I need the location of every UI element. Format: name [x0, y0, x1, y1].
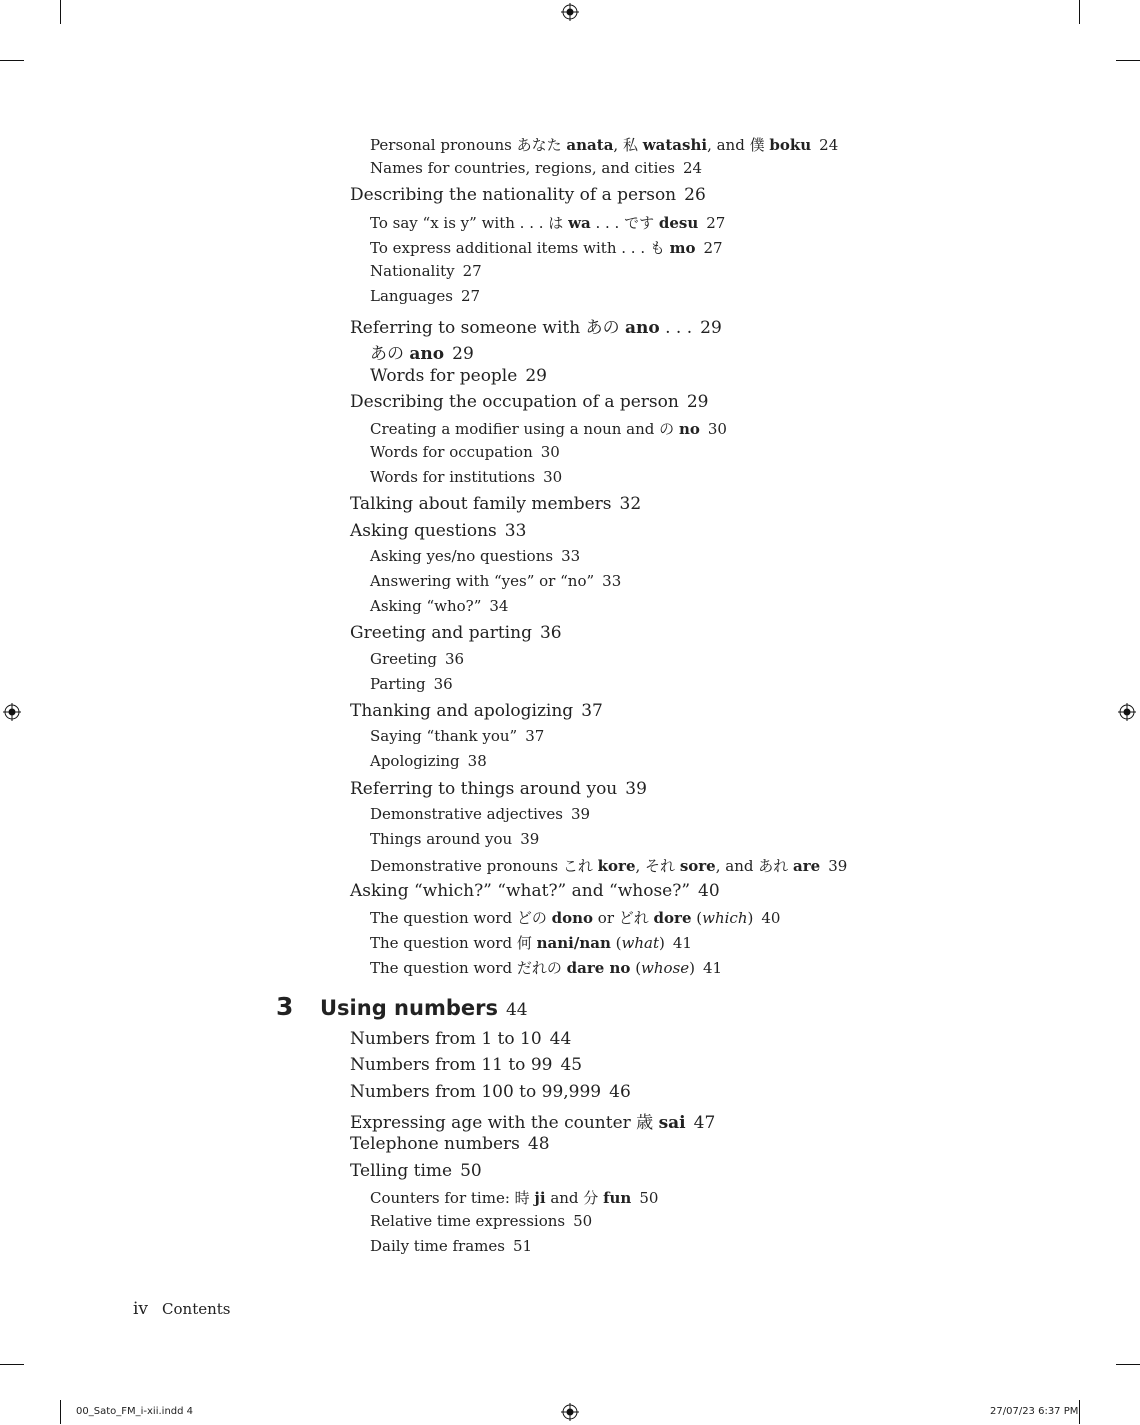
toc-entry-text: dore	[653, 909, 692, 928]
chapter-page: 44	[505, 1000, 528, 1020]
toc-entry-text: Asking questions	[350, 520, 497, 541]
toc-entry	[370, 957, 722, 978]
toc-entry-page: 50	[573, 1211, 593, 1230]
toc-entry-text: ano	[409, 344, 445, 365]
page-footer	[133, 1299, 231, 1319]
toc-entry-page: 24	[819, 136, 839, 154]
slug-filename: 00_Sato_FM_i-xii.indd 4	[76, 1406, 194, 1417]
toc-entry	[370, 418, 727, 439]
toc-entry-text: Relative time expressions	[370, 1211, 566, 1230]
crop-mark	[0, 60, 24, 61]
folio: iv	[133, 1299, 149, 1319]
toc-entry	[370, 366, 547, 386]
toc-entry-text: Names for countries, regions, and cities	[370, 159, 675, 177]
toc-entry-page: 29	[686, 391, 709, 412]
toc-entry-page: 33	[602, 572, 622, 590]
toc-entry	[370, 547, 580, 565]
toc-entry-page: 27	[460, 286, 481, 305]
toc-entry	[350, 881, 720, 901]
toc-entry-page: 39	[570, 804, 591, 823]
toc-entry-page: 30	[543, 468, 563, 487]
crop-mark	[1079, 0, 1080, 24]
toc-entry	[370, 1237, 532, 1255]
toc-entry-title	[350, 1055, 552, 1075]
toc-entry-title	[370, 934, 665, 952]
toc-entry-text: Daily time frames	[370, 1236, 505, 1255]
toc-entry	[370, 650, 464, 668]
toc-entry-text: Referring to someone with あの	[350, 317, 625, 338]
registration-mark-icon	[1118, 703, 1136, 721]
toc-entry-text: or どれ	[593, 909, 654, 928]
toc-entry-text: (	[630, 959, 642, 978]
toc-entry-page: 32	[619, 494, 642, 515]
slug-timestamp: 27/07/23 6:37 PM	[990, 1406, 1079, 1417]
toc-entry-text: Words for people	[370, 365, 518, 386]
toc-entry	[370, 597, 508, 615]
toc-entry	[350, 185, 706, 205]
toc-entry-text: which	[702, 909, 748, 928]
toc-entry-page: 27	[706, 213, 726, 232]
toc-entry	[370, 727, 544, 745]
toc-entry-text: desu	[658, 213, 699, 232]
toc-entry-text: The question word 何	[370, 934, 537, 953]
toc-entry-text: ji	[534, 1188, 546, 1207]
toc-entry	[350, 494, 641, 514]
toc-entry-title	[370, 727, 517, 745]
toc-entry-text: sore	[679, 856, 716, 875]
crop-mark	[1116, 60, 1140, 61]
toc-entry-title	[370, 572, 594, 590]
toc-entry-page: 36	[433, 674, 453, 693]
toc-entry-page: 30	[540, 443, 560, 462]
toc-entry-text: Talking about family members	[350, 494, 612, 515]
toc-entry-page: 34	[489, 597, 509, 615]
toc-entry	[350, 392, 708, 412]
toc-entry-text: Asking “which?” “what?” and “whose?”	[350, 881, 691, 902]
toc-entry	[350, 1082, 631, 1102]
toc-entry-text: Personal pronouns あなた	[370, 136, 567, 154]
toc-entry-text: watashi	[642, 136, 708, 154]
toc-entry-text: Greeting	[370, 649, 437, 668]
toc-entry-title	[350, 494, 612, 514]
toc-entry-title	[370, 420, 700, 438]
toc-entry-text: )	[689, 959, 696, 978]
toc-entry	[370, 752, 487, 770]
toc-entry	[350, 779, 647, 799]
toc-entry-text: what	[621, 934, 659, 953]
toc-entry-title	[370, 239, 696, 257]
toc-entry-title	[370, 344, 444, 364]
toc-entry-title	[370, 547, 553, 565]
toc-entry-title	[350, 318, 692, 338]
toc-entry-title	[370, 1189, 631, 1207]
toc-entry-text: , それ	[635, 856, 680, 875]
toc-entry	[370, 468, 562, 486]
toc-entry-text: . . .	[659, 317, 693, 338]
toc-entry-text: Expressing age with the counter 歳	[350, 1112, 659, 1133]
toc-entry	[370, 287, 480, 305]
running-footer: Contents	[162, 1300, 231, 1318]
toc-entry	[350, 1029, 571, 1049]
toc-entry-title	[370, 805, 563, 823]
toc-entry-page: 38	[467, 752, 487, 771]
toc-entry-text: Apologizing	[370, 752, 460, 771]
crop-mark	[60, 0, 61, 24]
crop-mark	[60, 1400, 61, 1424]
registration-mark-icon	[561, 1403, 579, 1421]
registration-mark-icon	[561, 3, 579, 21]
toc-entry-page: 27	[703, 238, 723, 257]
toc-entry-page: 24	[682, 159, 703, 177]
toc-entry-page: 33	[561, 547, 581, 565]
toc-entry	[370, 159, 702, 177]
toc-entry	[370, 830, 539, 848]
toc-entry	[350, 313, 722, 338]
toc-entry-page: 46	[609, 1081, 631, 1102]
toc-entry-text: Things around you	[370, 829, 513, 848]
toc-entry-title	[370, 262, 455, 280]
toc-entry-title	[370, 1212, 565, 1230]
toc-entry-page: 27	[462, 261, 482, 280]
toc-entry-page: 39	[520, 829, 540, 848]
chapter-heading	[276, 992, 528, 1021]
toc-entry	[350, 1134, 550, 1154]
toc-entry-text: Asking yes/no questions	[370, 547, 554, 565]
toc-entry-text: To say “x is y” with . . . は	[370, 213, 569, 232]
toc-entry-text: Thanking and apologizing	[350, 700, 574, 721]
toc-entry-text: Telephone numbers	[350, 1134, 520, 1155]
toc-entry-title	[350, 1134, 520, 1154]
toc-entry-text: , and あれ	[715, 856, 794, 875]
toc-entry-page: 26	[684, 185, 706, 206]
toc-entry	[350, 1108, 715, 1133]
toc-entry-page: 50	[460, 1160, 482, 1181]
registration-mark-icon	[3, 703, 21, 721]
toc-entry-text: Demonstrative pronouns これ	[370, 856, 598, 875]
toc-entry-title	[350, 623, 532, 643]
toc-entry-title	[350, 1161, 452, 1181]
toc-entry-text: mo	[669, 238, 696, 257]
toc-entry-text: Numbers from 11 to 99	[350, 1055, 553, 1076]
toc-entry-page: 29	[700, 317, 722, 338]
toc-entry-text: ano	[624, 317, 660, 338]
toc-entry-text: あの	[370, 344, 410, 365]
toc-entry-title	[370, 136, 811, 154]
toc-entry-text: are	[793, 856, 821, 875]
toc-entry-title	[370, 675, 426, 693]
toc-entry-page: 40	[698, 881, 720, 902]
toc-entry-text: Describing the occupation of a person	[350, 391, 679, 412]
toc-entry-text: Telling time	[350, 1160, 453, 1181]
toc-entry	[370, 339, 474, 364]
toc-entry-text: Describing the nationality of a person	[350, 185, 677, 206]
toc-entry-page: 39	[625, 778, 647, 799]
toc-entry-title	[370, 752, 460, 770]
toc-entry	[370, 262, 482, 280]
toc-entry-text: kore	[597, 856, 636, 875]
toc-entry-page: 39	[828, 856, 848, 875]
toc-entry-page: 29	[452, 344, 474, 365]
toc-entry-text: Asking “who?”	[370, 597, 482, 615]
toc-entry	[350, 521, 526, 541]
toc-entry-title	[370, 650, 437, 668]
toc-entry-text: Counters for time: 時	[370, 1188, 535, 1207]
toc-entry-title	[350, 521, 497, 541]
toc-entry	[350, 1055, 582, 1075]
toc-entry-page: 47	[693, 1112, 716, 1133]
toc-entry	[370, 805, 590, 823]
toc-entry-text: Numbers from 1 to 10	[350, 1029, 542, 1049]
toc-entry	[370, 907, 780, 928]
toc-entry-text: )	[658, 934, 665, 953]
toc-entry-title	[350, 701, 573, 721]
toc-entry	[370, 855, 847, 876]
toc-entry	[370, 932, 692, 953]
toc-entry	[370, 1187, 658, 1208]
toc-entry	[370, 134, 838, 155]
toc-entry-page: 50	[639, 1188, 659, 1207]
toc-entry-page: 51	[512, 1236, 533, 1255]
toc-entry-title	[350, 185, 676, 205]
toc-entry-title	[370, 909, 753, 927]
toc-entry	[370, 572, 621, 590]
toc-entry-title	[370, 159, 675, 177]
toc-entry-text: Greeting and parting	[350, 623, 532, 644]
toc-entry-text: and 分	[545, 1188, 604, 1207]
toc-entry-page: 36	[445, 649, 465, 668]
toc-entry-title	[370, 830, 512, 848]
toc-entry-title	[370, 857, 820, 875]
toc-entry-text: Answering with “yes” or “no”	[370, 572, 595, 590]
toc-entry-title	[370, 959, 695, 977]
toc-entry-text: , 私	[613, 136, 643, 154]
toc-entry-text: )	[747, 909, 754, 928]
toc-entry-page: 44	[549, 1029, 572, 1049]
toc-entry-title	[370, 597, 481, 615]
toc-entry-text: boku	[769, 136, 812, 154]
toc-entry-text: Creating a modifier using a noun and の	[370, 420, 679, 439]
toc-entry-page: 37	[581, 700, 603, 721]
toc-entry-text: Saying “thank you”	[370, 727, 518, 746]
toc-entry	[350, 1161, 482, 1181]
toc-entry-page: 40	[761, 909, 781, 928]
toc-entry	[370, 212, 725, 233]
toc-entry-text: nani/nan	[536, 934, 611, 953]
toc-entry-title	[370, 1237, 505, 1255]
toc-entry-text: Nationality	[370, 261, 455, 280]
toc-entry-title	[370, 287, 453, 305]
toc-entry-title	[350, 1113, 686, 1133]
toc-entry-text: dare no	[566, 959, 631, 978]
toc-entry-text: Numbers from 100 to 99,999	[350, 1081, 602, 1102]
toc-entry-title	[350, 881, 690, 901]
toc-entry-title	[370, 443, 533, 461]
toc-entry-page: 41	[672, 934, 692, 953]
toc-entry-text: (	[610, 934, 622, 953]
toc-entry-text: , and 僕	[707, 136, 770, 154]
toc-entry-page: 48	[527, 1134, 550, 1155]
toc-entry-title	[350, 779, 617, 799]
toc-entry-text: dono	[551, 909, 594, 928]
toc-entry-text: Referring to things around you	[350, 778, 618, 799]
toc-entry-text: Words for occupation	[370, 443, 533, 462]
chapter-number: 3	[276, 992, 294, 1021]
toc-entry-page: 45	[560, 1055, 583, 1076]
toc-entry-page: 36	[539, 623, 562, 644]
toc-entry-title	[370, 214, 698, 232]
toc-entry-text: The question word だれの	[370, 959, 567, 978]
toc-entry-page: 29	[525, 365, 547, 386]
toc-entry-text: sai	[658, 1112, 686, 1133]
toc-entry-text: wa	[568, 213, 591, 232]
toc-entry-text: . . . です	[590, 213, 659, 232]
toc-entry-text: Demonstrative adjectives	[370, 804, 563, 823]
toc-entry-text: To express additional items with . . . も	[370, 238, 670, 257]
toc-entry-text: Languages	[370, 286, 453, 305]
toc-entry-text: (	[691, 909, 703, 928]
chapter-title: Using numbers	[320, 996, 498, 1020]
toc-entry-text: Parting	[370, 674, 426, 693]
toc-entry	[350, 623, 562, 643]
toc-entry-page: 33	[504, 520, 527, 541]
toc-entry-title	[370, 366, 517, 386]
toc-entry-text: fun	[603, 1188, 632, 1207]
toc-entry	[370, 1212, 592, 1230]
toc-entry	[370, 443, 560, 461]
toc-entry-title	[370, 468, 535, 486]
toc-entry-text: The question word どの	[370, 909, 552, 928]
toc-entry-page: 37	[525, 727, 545, 746]
crop-mark	[0, 1364, 24, 1365]
toc-entry	[350, 701, 603, 721]
toc-entry-title	[350, 1029, 542, 1049]
toc-entry-page: 30	[707, 420, 727, 439]
toc-entry-text: whose	[641, 959, 690, 978]
toc-entry-page: 41	[703, 959, 723, 978]
crop-mark	[1116, 1364, 1140, 1365]
toc-entry	[370, 675, 453, 693]
toc-entry-text: no	[678, 420, 700, 439]
toc-entry-title	[350, 1082, 601, 1102]
toc-entry-title	[350, 392, 679, 412]
crop-mark	[1079, 1400, 1080, 1424]
toc-entry-text: Words for institutions	[370, 468, 536, 487]
toc-entry-text: anata	[566, 136, 614, 154]
toc-entry	[370, 237, 723, 258]
